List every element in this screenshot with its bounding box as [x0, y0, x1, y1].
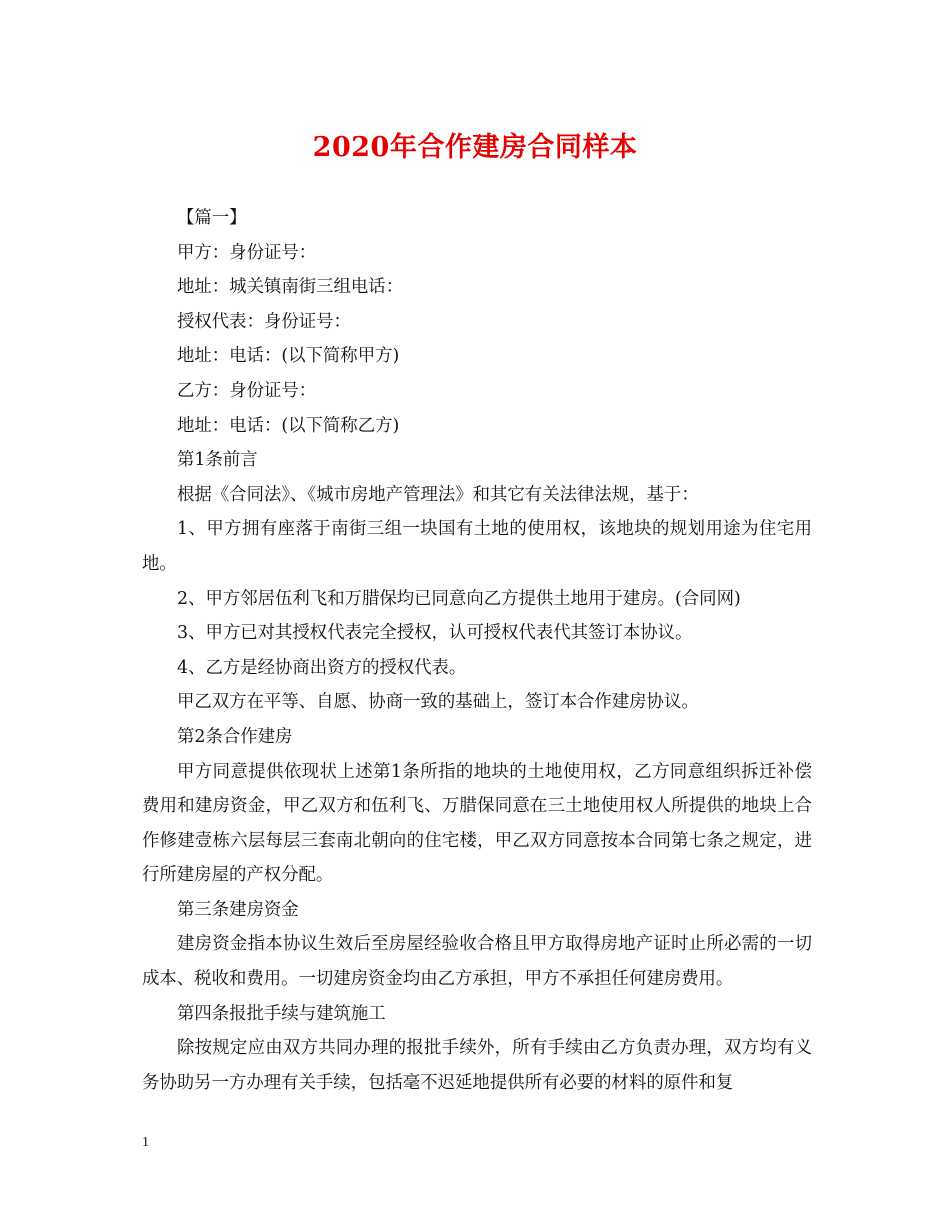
document-body: [142, 201, 812, 1100]
paragraph-article-2-heading: 第2条合作建房: [177, 726, 293, 747]
paragraph-article-4-heading: 第四条报批手续与建筑施工: [177, 1003, 386, 1024]
paragraph-article-1-heading: 第1条前言: [177, 450, 258, 471]
paragraph-representative-address: 地址：电话：(以下简称甲方): [177, 346, 400, 367]
paragraph-section-heading: 【篇一】: [177, 208, 247, 228]
paragraph-party-a: 甲方：身份证号：: [177, 242, 317, 263]
paragraph-clause-3: 3、甲方已对其授权代表完全授权，认可授权代表代其签订本协议。: [177, 623, 693, 644]
paragraph-clause-2: 2、甲方邻居伍利飞和万腊保均已同意向乙方提供土地用于建房。(合同网): [177, 588, 741, 609]
paragraph-article-4-body: 除按规定应由双方共同办理的报批手续外，所有手续由乙方负责办理，双方均有义务协助另一方办理有关手续，包括毫不迟延地提供所有必要的材料的原件和复: [142, 1038, 812, 1093]
paragraph-party-a-address: 地址：城关镇南街三组电话：: [177, 277, 404, 298]
paragraph-article-2-body: 甲方同意提供依现状上述第1条所指的地块的土地使用权，乙方同意组织拆迁补偿费用和建房资金，甲乙双方和伍利飞、万腊保同意在三土地使用权人所提供的地块上合作修建壹栋六层每层三套南北朝向的住宅楼，甲乙双方同意按本合同第七条之规定，进行所建房屋的产权分配。: [142, 761, 812, 886]
paragraph-clause-4: 4、乙方是经协商出资方的授权代表。: [177, 657, 467, 678]
page-number: 1: [142, 1135, 149, 1150]
paragraph-authorized-representative: 授权代表：身份证号：: [177, 311, 351, 332]
paragraph-agreement-basis: 甲乙双方在平等、自愿、协商一致的基础上，签订本合作建房协议。: [177, 692, 699, 713]
paragraph-article-3-heading: 第三条建房资金: [177, 899, 299, 920]
paragraph-article-3-body: 建房资金指本协议生效后至房屋经验收合格且甲方取得房地产证时止所必需的一切成本、税收和费用。一切建房资金均由乙方承担，甲方不承担任何建房费用。: [142, 934, 812, 990]
paragraph-legal-basis: 根据《合同法》、《城市房地产管理法》和其它有关法律法规，基于：: [177, 484, 699, 505]
document-title: 2020年合作建房合同样本: [312, 132, 638, 163]
paragraph-party-b-address: 地址：电话：(以下简称乙方): [177, 415, 400, 436]
paragraph-clause-1: 1、甲方拥有座落于南街三组一块国有土地的使用权，该地块的规划用途为住宅用地。: [142, 519, 812, 574]
paragraph-party-b: 乙方：身份证号：: [177, 380, 317, 401]
